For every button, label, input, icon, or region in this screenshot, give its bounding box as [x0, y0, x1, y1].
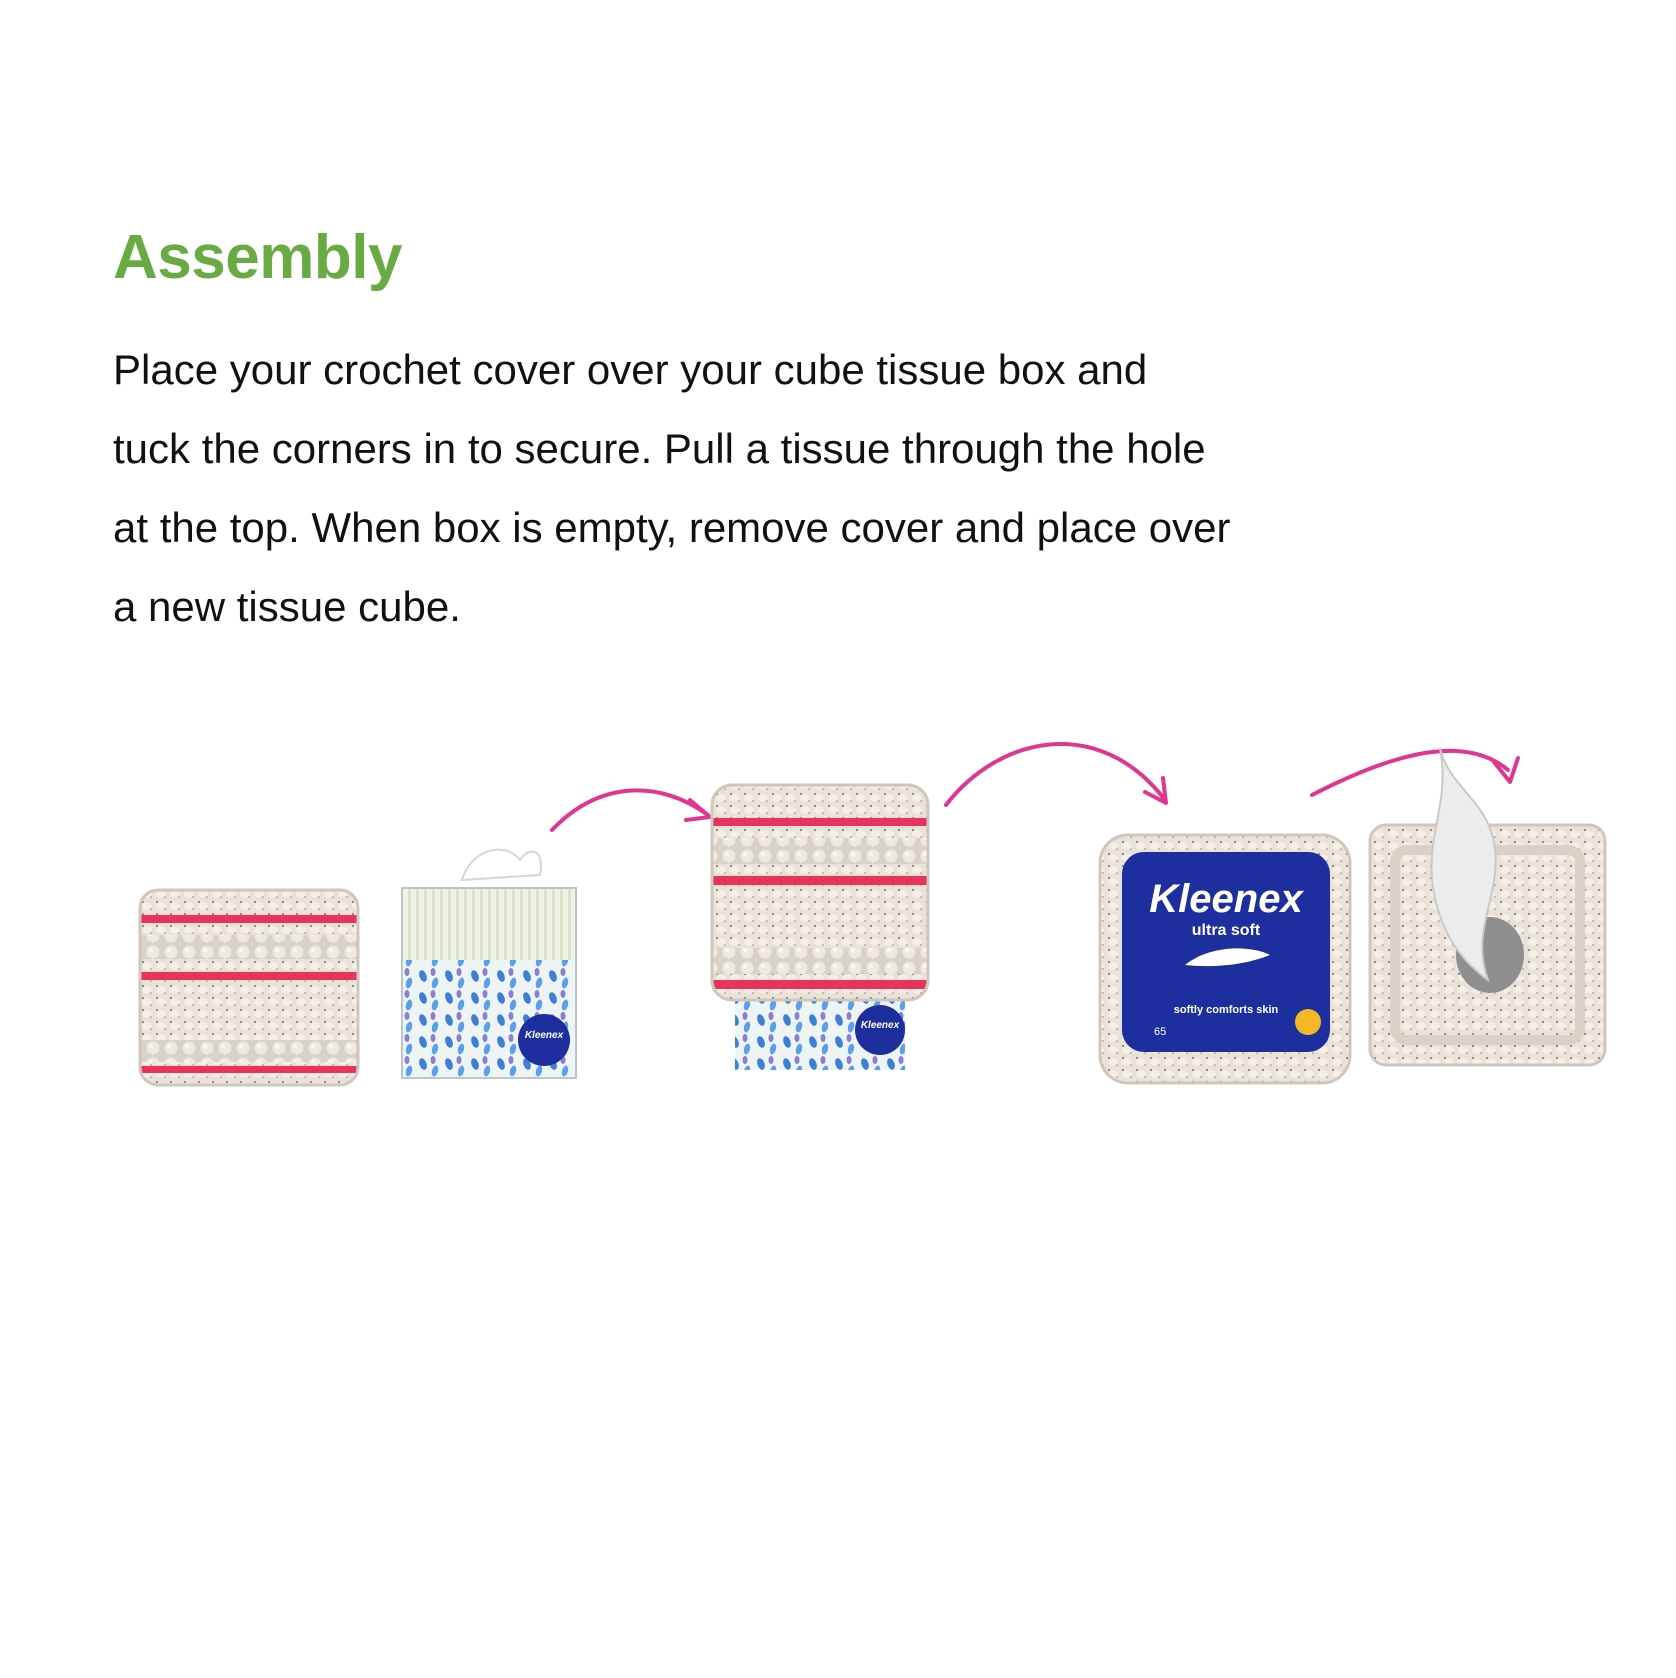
box-product: ultra soft [1191, 922, 1261, 939]
crochet-cover-image [140, 890, 358, 1085]
svg-text:Kleenex: Kleenex [860, 1020, 900, 1031]
assembly-instructions [113, 330, 1343, 646]
assembly-steps-illustration [0, 700, 1676, 1120]
cover-top-view-image [1100, 835, 1350, 1083]
instruction-line: Place your crochet cover over your cube tissue box and [113, 346, 1148, 393]
arrow-icon [1312, 751, 1508, 795]
page-title: Assembly [113, 223, 402, 292]
cover-on-box-image [712, 785, 928, 1070]
box-tagline: softly comforts skin [1173, 1004, 1279, 1016]
instruction-line: a new tissue cube. [113, 583, 461, 630]
svg-text:Kleenex: Kleenex [524, 1030, 564, 1041]
arrow-icon [946, 744, 1165, 805]
box-brand: Kleenex [1149, 877, 1303, 921]
instruction-line: at the top. When box is empty, remove cover and place over [113, 504, 1231, 551]
finished-cover-image [1370, 748, 1605, 1065]
instruction-line: tuck the corners in to secure. Pull a tissue through the hole [113, 425, 1206, 472]
tissue-box-image [402, 850, 576, 1078]
arrow-icon [552, 790, 708, 830]
box-count: 65 [1154, 1026, 1167, 1038]
